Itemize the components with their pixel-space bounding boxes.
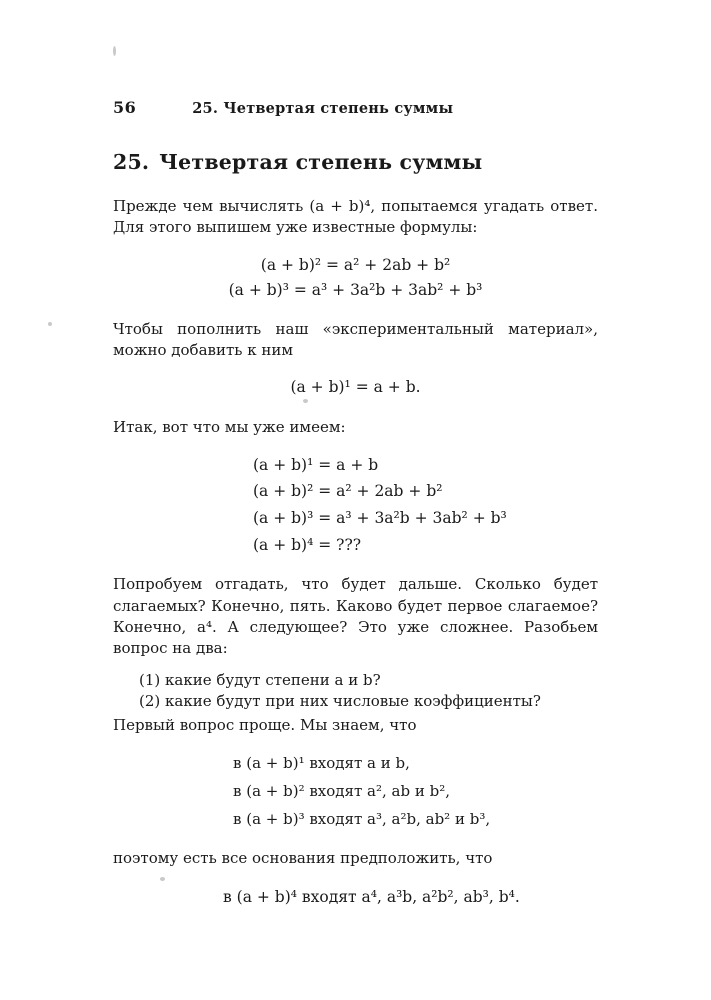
- formula-line: (a + b)¹ = a + b: [253, 455, 379, 474]
- paragraph-intro: Прежде чем вычислять (a + b)⁴, попытаемся угадать ответ. Для этого выпишем уже известные формулы:: [113, 197, 598, 237]
- formula-line: в (a + b)³ входят a³, a²b, ab² и b³,: [233, 809, 491, 828]
- formula-line: (a + b)⁴ = ???: [253, 535, 362, 554]
- section-number: 25.: [113, 150, 150, 174]
- paragraph-first-question: Первый вопрос проще. Мы знаем, что: [113, 716, 417, 735]
- running-head-title: 25. Четвертая степень суммы: [192, 100, 454, 117]
- page-title: Четвертая степень суммы: [159, 150, 483, 174]
- formula-block-added: [113, 375, 598, 400]
- formula-line: в (a + b)² входят a², ab и b²,: [233, 782, 451, 801]
- paragraph-guess: Попробуем отгадать, что будет дальше. Сколько будет слагаемых? Конечно, пять. Каково будет первое слагаемое? Конечно, a⁴. А следующее? Это уже сложнее. Разобьем вопрос на два:: [113, 575, 598, 658]
- membership-list: [113, 750, 598, 833]
- formula-line: (a + b)¹ = a + b.: [290, 378, 421, 397]
- running-head: [0, 98, 711, 117]
- formula-line: в (a + b)⁴ входят a⁴, a³b, a²b², ab³, b⁴.: [223, 887, 520, 906]
- formula-line: (a + b)² = a² + 2ab + b²: [260, 255, 451, 274]
- paragraph-summary: Итак, вот что мы уже имеем:: [113, 417, 346, 436]
- formula-line: в (a + b)¹ входят a и b,: [233, 754, 410, 773]
- section-heading: [113, 150, 598, 174]
- formula-line: (a + b)³ = a³ + 3a²b + 3ab² + b³: [228, 280, 483, 299]
- list-item: (1) какие будут степени a и b?: [139, 670, 381, 689]
- formula-block-known: [113, 253, 598, 303]
- paragraph-add: Чтобы пополнить наш «экспериментальный материал», можно добавить к ним: [113, 319, 598, 360]
- formula-table: [113, 452, 598, 559]
- list-item: (2) какие будут при них числовые коэффициенты?: [139, 692, 541, 711]
- page-content: [113, 150, 598, 910]
- formula-line: (a + b)³ = a³ + 3a²b + 3ab² + b³: [253, 509, 507, 528]
- scan-speck: [113, 46, 116, 56]
- final-formula: [113, 885, 598, 910]
- scan-speck: [48, 322, 52, 326]
- page-number: 56: [113, 98, 137, 117]
- question-list: [113, 670, 598, 714]
- formula-line: (a + b)² = a² + 2ab + b²: [253, 482, 443, 501]
- paragraph-conclusion: поэтому есть все основания предположить, что: [113, 848, 493, 867]
